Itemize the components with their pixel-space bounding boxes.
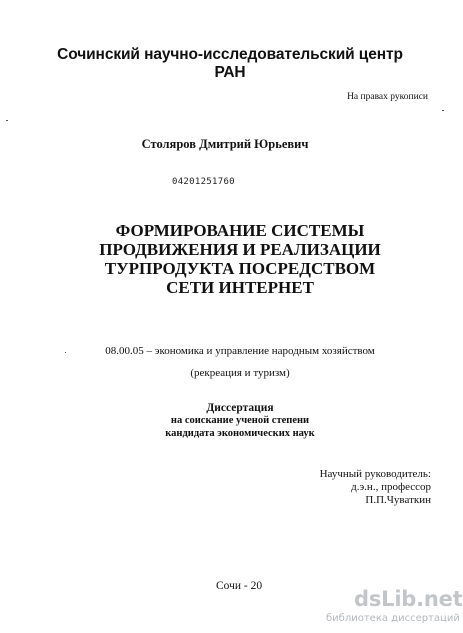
institution-name: Сочинский научно-исследовательский центр РАН: [57, 46, 403, 81]
supervisor-degree: д.э.н., профессор: [351, 481, 431, 493]
supervisor-label: Научный руководитель:: [319, 468, 431, 480]
degree-line: на соискание ученой степени: [170, 415, 310, 426]
degree-sought: [60, 415, 420, 440]
supervisor-block: [281, 468, 431, 507]
scan-speck: [6, 120, 8, 121]
catalog-code: 04201251760: [172, 177, 235, 187]
supervisor-name: П.П.Чуваткин: [365, 494, 431, 506]
title-line: ФОРМИРОВАНИЕ СИСТЕМЫ: [115, 221, 365, 240]
dissertation-title: [80, 221, 400, 297]
dslib-watermark: [326, 587, 463, 631]
specialty-code: 08.00.05 – экономика и управление народным хозяйством: [105, 345, 375, 357]
city-year: Сочи - 20: [216, 580, 263, 592]
specialty-subfield: (рекреация и туризм): [190, 367, 290, 379]
title-line: ТУРПРОДУКТА ПОСРЕДСТВОМ: [104, 259, 376, 278]
title-line: ПРОДВИЖЕНИЯ И РЕАЛИЗАЦИИ: [99, 240, 381, 259]
scan-speck: [65, 352, 66, 353]
watermark-brand: dsLib.net: [354, 587, 463, 611]
scan-speck: [442, 110, 444, 111]
manuscript-rights-note: На правах рукописи: [347, 92, 428, 102]
author-name: Столяров Дмитрий Юрьевич: [141, 137, 309, 151]
watermark-tagline: библиотека диссертаций: [326, 613, 460, 624]
document-type: Диссертация: [206, 402, 274, 414]
degree-line: кандидата экономических наук: [165, 427, 315, 439]
title-line: СЕТИ ИНТЕРНЕТ: [166, 278, 314, 297]
